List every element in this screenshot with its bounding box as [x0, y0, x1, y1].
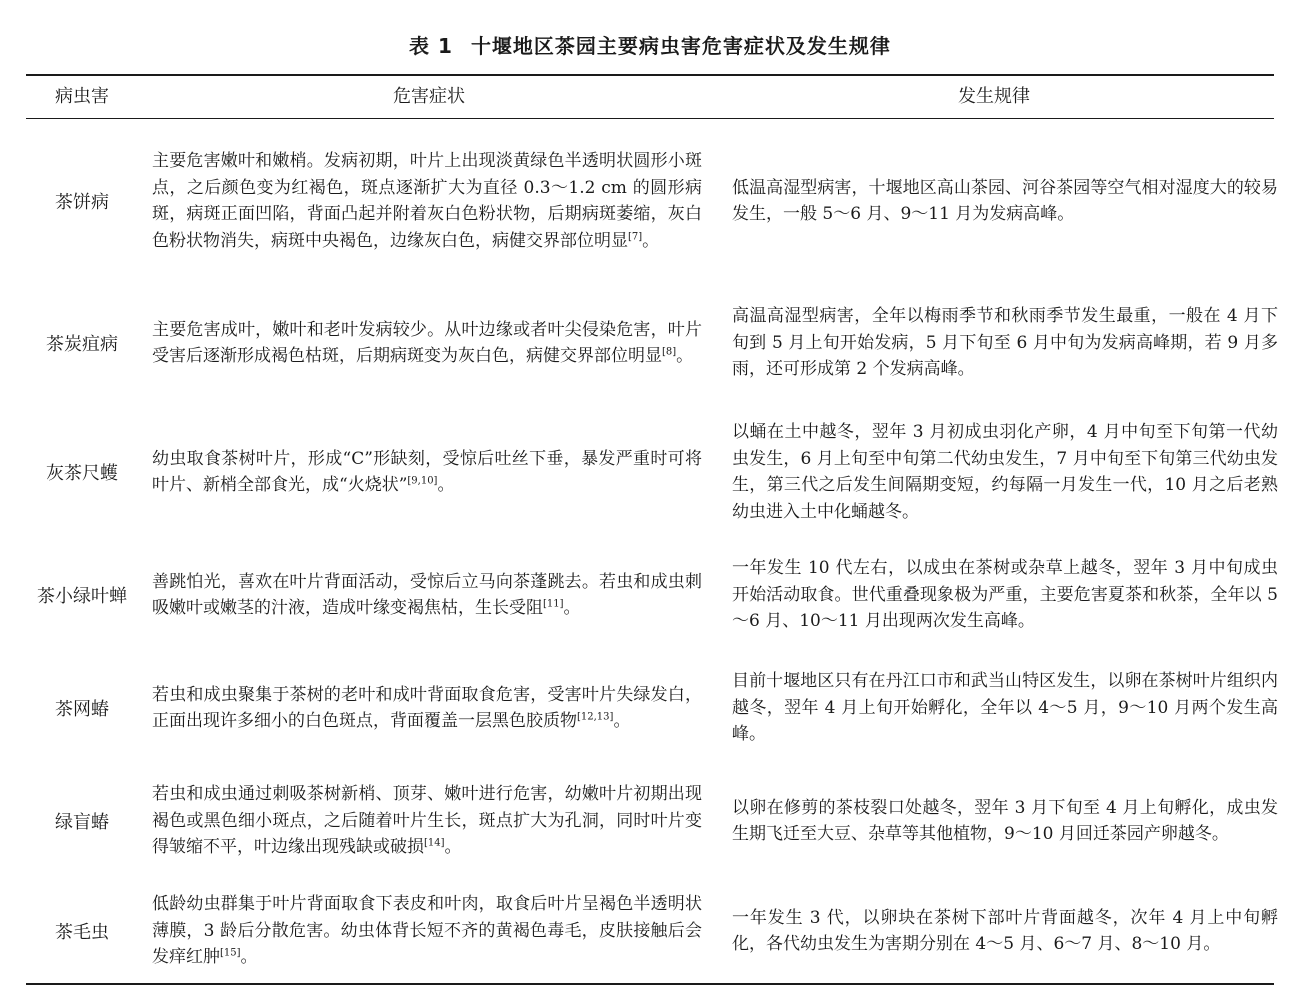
pest-name: 茶网蝽 [55, 699, 109, 720]
table-row [26, 542, 1278, 648]
citation-ref: [11] [543, 598, 564, 610]
pattern-cell [732, 655, 1278, 761]
pattern-cell [732, 406, 1278, 538]
pest-name: 灰茶尺蠖 [46, 463, 118, 484]
table-row [26, 768, 1278, 874]
citation-ref: [7] [628, 230, 643, 242]
pest-name: 茶小绿叶蝉 [37, 586, 127, 607]
symptom-end: 。 [642, 230, 660, 251]
pattern-text: 低温高湿型病害，十堰地区高山茶园、河谷茶园等空气相对湿度大的较易发生，一般 5～6 月、9～11 月为发病高峰。 [732, 177, 1278, 224]
pattern-cell [732, 542, 1278, 648]
table-row [26, 406, 1278, 538]
table-header-row [26, 76, 1274, 118]
symptom-cell [152, 542, 702, 648]
pest-name: 茶毛虫 [55, 922, 109, 943]
symptom-end: 。 [437, 475, 455, 495]
symptom-text: 幼虫取食茶树叶片，形成“C”形缺刻，受惊后吐丝下垂，暴发严重时可将叶片、新梢全部食光，成“火烧状” [152, 448, 702, 495]
pest-name: 茶炭疽病 [46, 334, 118, 355]
table-row [26, 880, 1278, 982]
citation-ref: [15] [220, 947, 241, 959]
symptom-cell [152, 406, 702, 538]
symptom-text: 主要危害嫩叶和嫩梢。发病初期，叶片上出现淡黄绿色半透明状圆形小斑点，之后颜色变为红褐色，斑点逐渐扩大为直径 0.3～1.2 cm 的圆形病斑，病斑正面凹陷，背面凸起并附着灰白色粉状物，后期病斑萎缩，灰白色粉状物消失，病斑中央褐色，边缘灰白色，病健交界部位明显 [152, 151, 702, 251]
symptom-text: 若虫和成虫通过刺吸茶树新梢、顶芽、嫩叶进行危害，幼嫩叶片初期出现褐色或黑色细小斑点，之后随着叶片生长，斑点扩大为孔洞，同时叶片变得皱缩不平，叶边缘出现残缺或破损 [152, 784, 702, 858]
symptom-cell [152, 120, 702, 282]
table-row [26, 655, 1278, 761]
symptom-end: 。 [240, 947, 258, 968]
pattern-text: 一年发生 3 代，以卵块在茶树下部叶片背面越冬，次年 4 月上中旬孵化，各代幼虫发生为害期分别在 4～5 月、6～7 月、8～10 月。 [732, 907, 1278, 954]
symptom-cell [152, 288, 702, 398]
pattern-text: 目前十堰地区只有在丹江口市和武当山特区发生，以卵在茶树叶片组织内越冬，翌年 4 月上旬开始孵化，全年以 4～5 月，9～10 月两个发生高峰。 [732, 671, 1278, 745]
symptom-end: 。 [563, 598, 581, 618]
pattern-text: 以卵在修剪的茶枝裂口处越冬，翌年 3 月下旬至 4 月上旬孵化，成虫发生期飞迁至大豆、杂草等其他植物，9～10 月回迁茶园产卵越冬。 [732, 797, 1278, 844]
table-row [26, 288, 1278, 398]
table-number: 表 1 [409, 34, 453, 58]
citation-ref: [9,10] [407, 475, 438, 487]
pattern-cell [732, 288, 1278, 398]
pattern-cell [732, 120, 1278, 282]
pattern-text: 高温高湿型病害，全年以梅雨季节和秋雨季节发生最重，一般在 4 月下旬到 5 月上旬开始发病，5 月下旬至 6 月中旬为发病高峰期，若 9 月多雨，还可形成第 2 个发病高峰。 [732, 306, 1278, 380]
symptom-text: 主要危害成叶，嫩叶和老叶发病较少。从叶边缘或者叶尖侵染危害，叶片受害后逐渐形成褐色枯斑，后期病斑变为灰白色，病健交界部位明显 [152, 319, 702, 366]
symptom-cell [152, 655, 702, 761]
citation-ref: [12,13] [577, 711, 614, 723]
citation-ref: [14] [424, 837, 445, 849]
pattern-cell [732, 880, 1278, 982]
table-caption [0, 30, 1300, 59]
citation-ref: [8] [662, 346, 677, 358]
header-pest: 病虫害 [55, 86, 109, 107]
pest-name: 绿盲蝽 [55, 812, 109, 833]
symptom-text: 低龄幼虫群集于叶片背面取食下表皮和叶肉，取食后叶片呈褐色半透明状薄膜，3 龄后分散危害。幼虫体背长短不齐的黄褐色毒毛，皮肤接触后会发痒红肿 [152, 894, 702, 968]
table-header-rule [26, 118, 1274, 119]
symptom-cell [152, 768, 702, 874]
header-pattern: 发生规律 [958, 86, 1030, 107]
pest-name: 茶饼病 [55, 192, 109, 213]
symptom-cell [152, 880, 702, 982]
table-bottom-rule [26, 983, 1274, 985]
table-row [26, 120, 1278, 282]
symptom-end: 。 [444, 837, 462, 858]
pattern-text: 以蛹在土中越冬，翌年 3 月初成虫羽化产卵，4 月中旬至下旬第一代幼虫发生，6 月上旬至中旬第二代幼虫发生，7 月中旬至下旬第三代幼虫发生，第三代之后发生间隔期变短，约每隔一月发生一代，10 月之后老熟幼虫进入土中化蛹越冬。 [732, 422, 1278, 522]
symptom-text: 若虫和成虫聚集于茶树的老叶和成叶背面取食危害，受害叶片失绿发白，正面出现许多细小的白色斑点，背面覆盖一层黑色胶质物 [152, 684, 702, 731]
symptom-text: 善跳怕光，喜欢在叶片背面活动，受惊后立马向茶蓬跳去。若虫和成虫刺吸嫩叶或嫩茎的汁液，造成叶缘变褐焦枯，生长受阻 [152, 571, 702, 618]
pattern-cell [732, 768, 1278, 874]
symptom-end: 。 [613, 711, 631, 731]
symptom-end: 。 [676, 346, 694, 366]
pattern-text: 一年发生 10 代左右，以成虫在茶树或杂草上越冬，翌年 3 月中旬成虫开始活动取食。世代重叠现象极为严重，主要危害夏茶和秋茶，全年以 5～6 月、10～11 月出现两次发生高峰。 [732, 558, 1278, 632]
table-title: 十堰地区茶园主要病虫害危害症状及发生规律 [470, 34, 891, 58]
header-symptom: 危害症状 [393, 86, 465, 107]
